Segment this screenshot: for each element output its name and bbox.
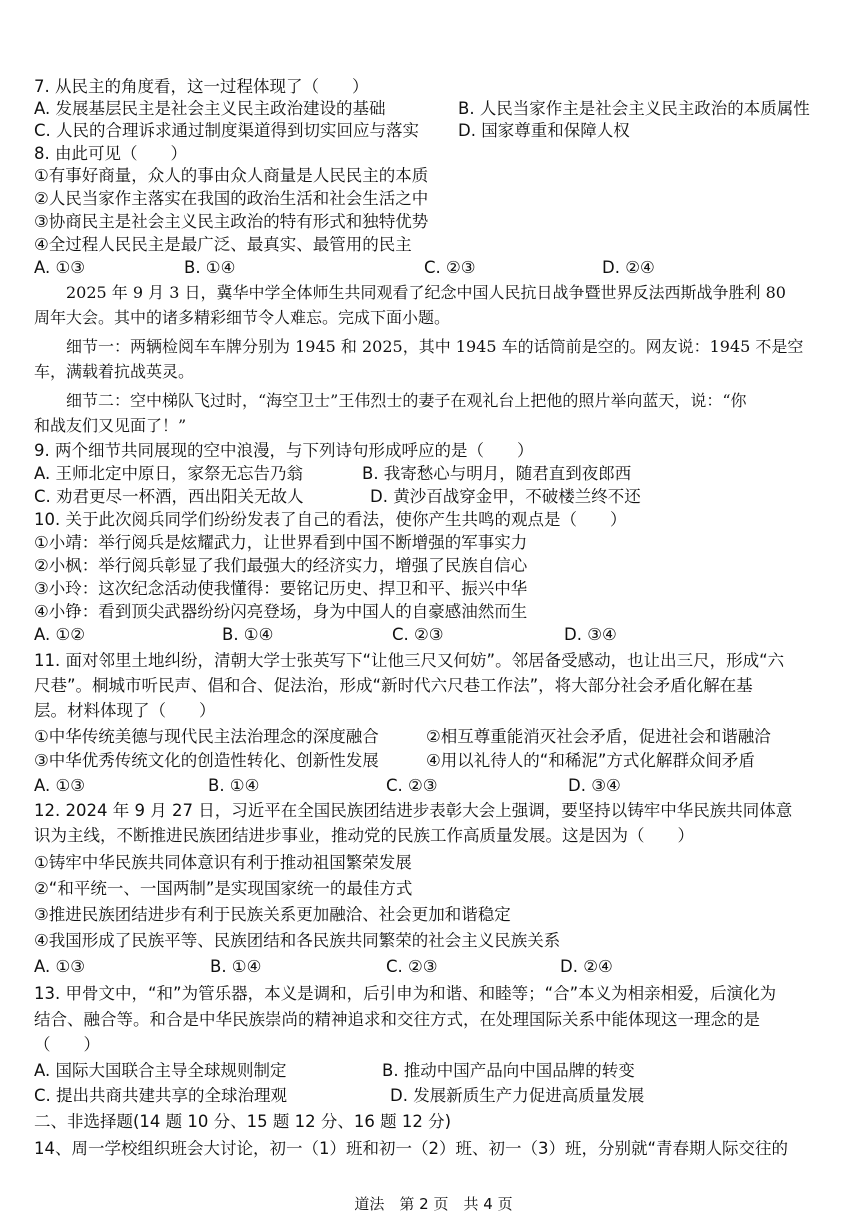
q7-option-a: A. 发展基层民主是社会主义民主政治建设的基础 <box>34 99 386 118</box>
q7-option-b: B. 人民当家作主是社会主义民主政治的本质属性 <box>458 99 810 118</box>
material-intro-line1: 2025 年 9 月 3 日，冀华中学全体师生共同观看了纪念中国人民抗日战争暨世界反法西斯战争胜利 80 <box>66 283 786 302</box>
q9-stem: 9. 两个细节共同展现的空中浪漫，与下列诗句形成呼应的是（ ） <box>34 441 534 460</box>
q9-option-c: C. 劝君更尽一杯酒，西出阳关无故人 <box>34 487 304 506</box>
q13-option-b: B. 推动中国产品向中国品牌的转变 <box>382 1061 635 1080</box>
q13-option-c: C. 提出共商共建共享的全球治理观 <box>34 1086 288 1105</box>
q8-item-3: ③协商民主是社会主义民主政治的特有形式和独特优势 <box>34 212 429 231</box>
section-two-heading: 二、非选择题(14 题 10 分、15 题 12 分、16 题 12 分) <box>34 1112 452 1131</box>
q12-option-b: B. ①④ <box>210 957 262 976</box>
q12-item-1: ①铸牢中华民族共同体意识有利于推动祖国繁荣发展 <box>34 853 412 872</box>
q12-stem-line2: 识为主线，不断推进民族团结进步事业，推动党的民族工作高质量发展。这是因为（ ） <box>34 826 694 845</box>
q10-item-2: ②小枫：举行阅兵彰显了我们最强大的经济实力，增强了民族自信心 <box>34 556 528 575</box>
q10-item-1: ①小靖：举行阅兵是炫耀武力，让世界看到中国不断增强的军事实力 <box>34 533 528 552</box>
q11-item-3: ③中华优秀传统文化的创造性转化、创新性发展 <box>34 751 379 770</box>
q7-option-d: D. 国家尊重和保障人权 <box>458 121 630 140</box>
q8-item-2: ②人民当家作主落实在我国的政治生活和社会生活之中 <box>34 189 429 208</box>
q13-option-d: D. 发展新质生产力促进高质量发展 <box>390 1086 645 1105</box>
q10-item-4: ④小铮：看到顶尖武器纷纷闪亮登场，身为中国人的自豪感油然而生 <box>34 602 528 621</box>
q11-stem-line1: 11. 面对邻里土地纠纷，清朝大学士张英写下“让他三尺又何妨”。邻居备受感动，也让出三尺，形成“六 <box>34 651 785 670</box>
q10-item-3: ③小玲：这次纪念活动使我懂得：要铭记历史、捍卫和平、振兴中华 <box>34 579 528 598</box>
q11-option-d: D. ③④ <box>568 776 621 795</box>
q11-item-4: ④用以礼待人的“和稀泥”方式化解群众间矛盾 <box>426 751 755 770</box>
q13-stem-line3: （ ） <box>34 1035 100 1054</box>
q12-item-4: ④我国形成了民族平等、民族团结和各民族共同繁荣的社会主义民族关系 <box>34 931 561 950</box>
q8-item-1: ①有事好商量，众人的事由众人商量是人民民主的本质 <box>34 166 429 185</box>
q11-stem-line2: 尺巷”。桐城市听民声、倡和合、促法治，形成“新时代六尺巷工作法”，将大部分社会矛盾化解在基 <box>34 676 753 695</box>
q9-option-a: A. 王师北定中原日，家祭无忘告乃翁 <box>34 464 303 483</box>
q12-item-2: ②“和平统一、一国两制”是实现国家统一的最佳方式 <box>34 879 413 898</box>
q8-stem: 8. 由此可见（ ） <box>34 144 187 163</box>
q10-option-b: B. ①④ <box>222 625 274 644</box>
q13-stem-line2: 结合、融合等。和合是中华民族崇尚的精神追求和交往方式，在处理国际关系中能体现这一理念的是 <box>34 1010 760 1029</box>
material-intro-line2: 周年大会。其中的诸多精彩细节令人难忘。完成下面小题。 <box>34 308 451 327</box>
q12-item-3: ③推进民族团结进步有利于民族关系更加融洽、社会更加和谐稳定 <box>34 905 511 924</box>
q11-option-a: A. ①③ <box>34 776 86 795</box>
q12-option-c: C. ②③ <box>386 957 438 976</box>
q13-stem-line1: 13. 甲骨文中，“和”为管乐器，本义是调和，后引申为和谐、和睦等；“合”本义为相亲相爱，后演化为 <box>34 984 777 1003</box>
q10-option-a: A. ①② <box>34 625 86 644</box>
q9-option-d: D. 黄沙百战穿金甲，不破楼兰终不还 <box>370 487 641 506</box>
q12-option-a: A. ①③ <box>34 957 86 976</box>
detail-one-line1: 细节一：两辆检阅车车牌分别为 1945 和 2025，其中 1945 车的话筒前是空的。网友说：1945 不是空 <box>66 337 804 356</box>
q10-option-d: D. ③④ <box>564 625 617 644</box>
q8-option-c: C. ②③ <box>424 258 476 277</box>
q8-option-a: A. ①③ <box>34 258 86 277</box>
q12-stem-line1: 12. 2024 年 9 月 27 日，习近平在全国民族团结进步表彰大会上强调，要坚持以铸牢中华民族共同体意 <box>34 801 793 820</box>
q10-option-c: C. ②③ <box>392 625 444 644</box>
q8-option-d: D. ②④ <box>602 258 655 277</box>
q7-option-c: C. 人民的合理诉求通过制度渠道得到切实回应与落实 <box>34 121 420 140</box>
q11-option-b: B. ①④ <box>208 776 260 795</box>
q8-item-4: ④全过程人民民主是最广泛、最真实、最管用的民主 <box>34 235 412 254</box>
q13-option-a: A. 国际大国联合主导全球规则制定 <box>34 1061 287 1080</box>
q11-item-2: ②相互尊重能消灭社会矛盾，促进社会和谐融洽 <box>426 727 771 746</box>
q11-item-1: ①中华传统美德与现代民主法治理念的深度融合 <box>34 727 379 746</box>
q11-stem-line3: 层。材料体现了（ ） <box>34 701 216 720</box>
q8-option-b: B. ①④ <box>184 258 236 277</box>
page-footer: 道法 第 2 页 共 4 页 <box>354 1195 513 1213</box>
q7-stem: 7. 从民主的角度看，这一过程体现了（ ） <box>34 77 369 96</box>
q14-stem: 14、周一学校组织班会大讨论，初一（1）班和初一（2）班、初一（3）班，分别就“青春期人际交往的 <box>34 1139 789 1158</box>
detail-one-line2: 车，满载着抗战英灵。 <box>34 362 195 381</box>
detail-two-line1: 细节二：空中梯队飞过时，“海空卫士”王伟烈士的妻子在观礼台上把他的照片举向蓝天，说：“你 <box>66 391 747 410</box>
q10-stem: 10. 关于此次阅兵同学们纷纷发表了自己的看法，使你产生共鸣的观点是（ ） <box>34 510 627 529</box>
q9-option-b: B. 我寄愁心与明月，随君直到夜郎西 <box>362 464 632 483</box>
q12-option-d: D. ②④ <box>560 957 613 976</box>
q11-option-c: C. ②③ <box>386 776 438 795</box>
detail-two-line2: 和战友们又见面了！” <box>34 416 187 435</box>
